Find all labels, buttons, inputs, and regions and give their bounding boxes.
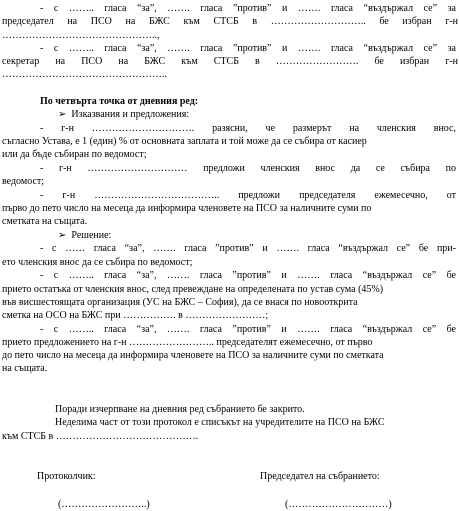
- chair-label: Председател на събранието:: [260, 471, 380, 482]
- secretary-vote-line: - с …….. гласа “за”, ……. гласа ”против” и ……. гласа “въздържал се” за: [40, 43, 456, 54]
- decision-2-line3: във висшестоящата организация (УС на БЖС – София), да се внася по новооткрита: [2, 297, 358, 308]
- recorder-name-blank: (……………………..): [58, 499, 150, 510]
- statement-1-line3: или да бъде събиран по ведомост;: [2, 149, 147, 160]
- decision-2-line4: сметка на ОСО на БЖС при ……………. в ……………………;: [2, 310, 269, 321]
- decision-3-line2: прието предложението на г-н …………………….. председателят ежемесечно, от първо: [2, 337, 373, 348]
- decision-1-line2: ето членския внос да се събира по ведомост;: [2, 257, 193, 268]
- decision-2-line1: - с …….. гласа “за”, ……. гласа ”против” и ……. гласа “въздържал се” бе: [40, 270, 456, 281]
- chairman-vote-line: - с …….. гласа “за”, ……. гласа ”против” и ……. гласа “въздържал се” за: [40, 3, 456, 14]
- decision-3-line3: до пето число на месеца да информира членовете на ПСО за наличните суми по сметката: [2, 350, 384, 361]
- decision-3-line4: на същата.: [2, 363, 48, 374]
- statement-1-line2: съгласно Устава, е 1 (един) % от основната заплата и той може да се събира от касиер: [2, 136, 367, 147]
- chair-name-blank: (…………………………): [285, 499, 392, 510]
- statement-3-line2: първо до пето число на месеца да информира членовете на ПСО за наличните суми по: [2, 203, 372, 214]
- decision-2-line2: прието остатъка от членския внос, след превеждане на определената по устав сума (45%): [2, 284, 384, 295]
- statement-2-line2: ведомост;: [2, 176, 45, 187]
- bullet-arrow-icon: ➢: [58, 109, 67, 120]
- decision-label: Решение:: [71, 230, 112, 241]
- closing-line2: Неделима част от този протокол е списъкът на учредителите на ПСО на БЖС: [55, 417, 385, 428]
- statement-3-line1: - г-н ……………………………….. предложи председателя ежемесечно, от: [40, 190, 456, 201]
- statement-1-line1: - г-н …………………………. разясни, че размерът на членския внос,: [40, 123, 456, 134]
- closing-line3: към СТСБ в …………………………………….: [2, 431, 199, 442]
- secretary-name-blank: …………………………………………..: [2, 69, 167, 80]
- statement-3-line3: сметката на същата.: [2, 216, 88, 227]
- statements-label-row: [58, 108, 459, 121]
- secretary-elected-line: секретар на ПСО на БЖС към СТСБ в ……………………. бе избран г-н: [2, 56, 458, 67]
- bullet-arrow-icon: ➢: [58, 230, 67, 241]
- item4-heading: По четвърта точка от дневния ред:: [40, 96, 199, 107]
- decision-3-line1: - с …….. гласа “за”, ……. гласа ”против” и ……. гласа “въздържал се” бе: [40, 324, 456, 335]
- statements-label: Изказвания и предложения:: [71, 109, 190, 120]
- chairman-name-blank: ………………………………………..,: [2, 30, 160, 41]
- statement-2-line1: - г-н ………………………… предложи членския внос да се събира по: [40, 163, 456, 174]
- decision-label-row: [58, 229, 459, 242]
- decision-1-line1: - с …… гласа “за”, ……. гласа ”против” и ……. гласа “въздържал се” бе при-: [40, 243, 456, 254]
- chairman-elected-line: председател на ПСО на БЖС към СТСБ в ……………………….. бе избран г-н: [2, 16, 458, 27]
- recorder-label: Протоколчик:: [37, 471, 96, 482]
- closing-line1: Поради изчерпване на дневния ред събранието бе закрито.: [55, 404, 305, 415]
